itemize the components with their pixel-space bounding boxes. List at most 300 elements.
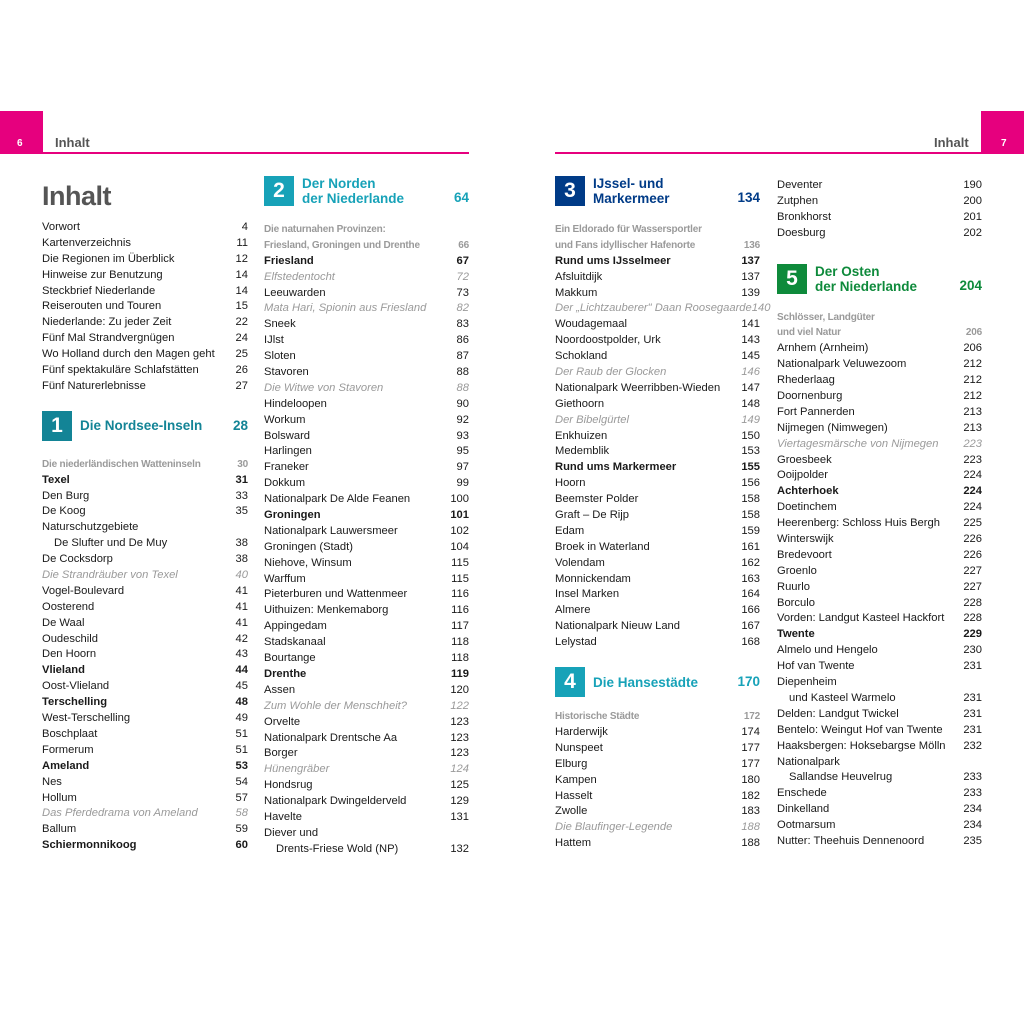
toc-entry[interactable] <box>555 476 760 492</box>
toc-entry-title: Nutter: Theehuis Dennenoord <box>777 834 925 847</box>
toc-entry[interactable] <box>42 775 248 791</box>
toc-entry[interactable] <box>42 457 248 473</box>
toc-entry[interactable] <box>777 532 982 548</box>
toc-entry-title: Afsluitdijk <box>555 270 603 283</box>
toc-entry[interactable] <box>264 778 469 794</box>
toc-entry[interactable] <box>264 540 469 556</box>
page-number-left: 6 <box>17 138 23 149</box>
toc-entry[interactable] <box>777 659 982 675</box>
toc-entry[interactable] <box>555 349 760 365</box>
toc-entry[interactable] <box>555 365 760 381</box>
toc-entry-title: Vogel-Boulevard <box>42 584 125 597</box>
toc-entry-page: 166 <box>741 604 760 617</box>
toc-entry-title: Groningen (Stadt) <box>264 540 353 553</box>
toc-entry-page: 223 <box>963 437 982 450</box>
toc-entry[interactable] <box>777 341 982 357</box>
toc-entry[interactable] <box>777 210 982 226</box>
toc-entry-page: 190 <box>963 179 982 191</box>
toc-entry-title: Fünf Mal Strandvergnügen <box>42 332 175 345</box>
toc-entry[interactable] <box>777 707 982 723</box>
toc-entry[interactable] <box>42 727 248 743</box>
toc-entry[interactable] <box>777 421 982 437</box>
toc-entry-title: Die Blaufinger-Legende <box>555 821 673 834</box>
toc-entry-title: Reiserouten und Touren <box>42 300 162 313</box>
toc-entry[interactable] <box>264 603 469 619</box>
toc-entry-title: Appingedam <box>264 620 327 633</box>
toc-entry-title: Hof van Twente <box>777 660 855 673</box>
toc-entry[interactable] <box>777 770 982 786</box>
toc-entry-title: Diepenheim <box>777 676 837 689</box>
toc-entry[interactable] <box>264 842 469 858</box>
toc-entry[interactable] <box>264 826 469 842</box>
toc-entry[interactable] <box>42 584 248 600</box>
toc-entry-page: 104 <box>450 540 469 553</box>
toc-entry[interactable] <box>264 317 469 333</box>
toc-entry-page: 45 <box>235 680 248 693</box>
toc-entry[interactable] <box>264 238 469 254</box>
toc-entry-title: Die niederländischen Watteninseln <box>42 458 201 470</box>
toc-entry-page: 101 <box>450 509 469 522</box>
toc-entry-title: Ooijpolder <box>777 469 828 482</box>
toc-entry[interactable] <box>264 301 469 317</box>
toc-entry[interactable] <box>42 473 248 489</box>
toc-entry-title: Rund ums Markermeer <box>555 461 677 474</box>
toc-entry-title: IJlst <box>264 334 284 347</box>
toc-entry-title: Warffum <box>264 572 306 585</box>
toc-entry[interactable] <box>264 587 469 603</box>
toc-entry-page: 162 <box>741 556 760 569</box>
toc-entry[interactable] <box>555 429 760 445</box>
toc-entry-page: 43 <box>235 648 248 661</box>
toc-entry-page: 60 <box>235 839 248 852</box>
toc-entry-title: Friesland <box>264 254 314 267</box>
toc-entry[interactable] <box>555 508 760 524</box>
toc-entry[interactable] <box>777 310 982 326</box>
toc-entry[interactable] <box>42 252 248 268</box>
toc-entry-page: 49 <box>235 712 248 725</box>
intro-list <box>42 220 248 395</box>
toc-entry-title: Schiermonnikoog <box>42 839 137 852</box>
toc-entry[interactable] <box>264 699 469 715</box>
chapter-2-entries <box>264 222 469 858</box>
toc-entry-page: 213 <box>963 405 982 418</box>
toc-entry[interactable] <box>777 325 982 341</box>
chapter-3-number: 3 <box>555 176 585 206</box>
toc-entry-title: Nationalpark Dwingelderveld <box>264 795 407 808</box>
toc-entry[interactable] <box>42 236 248 252</box>
toc-entry[interactable] <box>555 524 760 540</box>
chapter-4-header[interactable] <box>555 667 760 697</box>
toc-entry[interactable] <box>555 619 760 635</box>
toc-entry[interactable] <box>777 548 982 564</box>
toc-entry[interactable] <box>264 492 469 508</box>
chapter-4-page: 170 <box>737 674 760 690</box>
toc-entry-title: Heerenberg: Schloss Huis Bergh <box>777 517 940 530</box>
toc-entry[interactable] <box>777 389 982 405</box>
toc-entry[interactable] <box>42 552 248 568</box>
toc-entry-page: 228 <box>963 596 982 609</box>
toc-entry-page: 124 <box>450 763 469 776</box>
toc-entry[interactable] <box>264 365 469 381</box>
toc-entry[interactable] <box>777 834 982 850</box>
toc-entry-page: 118 <box>451 636 469 649</box>
toc-entry-page: 11 <box>236 236 248 249</box>
toc-entry[interactable] <box>555 317 760 333</box>
toc-entry-page: 72 <box>456 270 469 283</box>
toc-entry[interactable] <box>264 651 469 667</box>
toc-entry[interactable] <box>264 731 469 747</box>
toc-entry-page: 231 <box>963 723 982 736</box>
toc-entry-page: 27 <box>235 379 248 392</box>
toc-entry[interactable] <box>777 739 982 755</box>
toc-entry-page: 137 <box>741 254 760 267</box>
toc-entry-page: 99 <box>456 477 469 490</box>
toc-entry[interactable] <box>777 786 982 802</box>
toc-entry[interactable] <box>264 508 469 524</box>
toc-entry-title: Formerum <box>42 743 94 756</box>
toc-entry-page: 125 <box>450 779 469 792</box>
toc-entry-title: Uithuizen: Menkemaborg <box>264 604 389 617</box>
toc-entry-page: 136 <box>743 239 760 251</box>
toc-entry[interactable] <box>777 755 982 771</box>
toc-entry-title: und viel Natur <box>777 327 841 339</box>
toc-entry[interactable] <box>777 691 982 707</box>
toc-entry[interactable] <box>42 379 248 395</box>
toc-entry-page: 90 <box>456 397 469 410</box>
toc-entry[interactable] <box>777 405 982 421</box>
toc-entry[interactable] <box>777 564 982 580</box>
toc-entry-page: 67 <box>456 254 469 267</box>
toc-entry-title: Assen <box>264 683 296 696</box>
toc-entry-title: Nunspeet <box>555 741 603 754</box>
toc-entry[interactable] <box>264 476 469 492</box>
toc-entry-page: 51 <box>235 743 248 756</box>
chapter-2-title-line2: der Niederlande <box>302 191 405 206</box>
toc-entry[interactable] <box>777 675 982 691</box>
toc-entry[interactable] <box>42 806 248 822</box>
toc-entry-page: 161 <box>741 540 760 553</box>
toc-entry-title: Pieterburen und Wattenmeer <box>264 588 408 601</box>
toc-entry[interactable] <box>264 683 469 699</box>
chapter-4-title: Die Hansestädte <box>593 674 699 690</box>
toc-entry[interactable] <box>555 773 760 789</box>
toc-entry[interactable] <box>777 611 982 627</box>
toc-entry-title: Woudagemaal <box>555 318 627 331</box>
toc-entry[interactable] <box>42 743 248 759</box>
toc-entry[interactable] <box>264 715 469 731</box>
toc-entry-page: 41 <box>235 616 248 629</box>
toc-entry-page: 116 <box>451 604 469 617</box>
toc-entry[interactable] <box>264 794 469 810</box>
toc-entry[interactable] <box>264 667 469 683</box>
toc-entry[interactable] <box>42 632 248 648</box>
toc-entry-page: 212 <box>963 374 982 387</box>
toc-entry-page: 15 <box>235 300 248 313</box>
toc-entry-page: 120 <box>450 683 469 696</box>
toc-entry[interactable] <box>264 556 469 572</box>
chapter-5-title-line1: Der Osten <box>815 263 880 279</box>
toc-entry[interactable] <box>264 270 469 286</box>
toc-entry[interactable] <box>42 268 248 284</box>
toc-entry-page: 66 <box>458 239 469 251</box>
toc-entry-page: 73 <box>456 286 469 299</box>
toc-entry-title: Nationalpark <box>777 755 840 768</box>
toc-entry-page: 229 <box>963 628 982 641</box>
toc-entry-title: Winterswijk <box>777 533 834 546</box>
toc-entry[interactable] <box>555 820 760 836</box>
toc-entry[interactable] <box>42 616 248 632</box>
toc-entry[interactable] <box>555 540 760 556</box>
toc-entry[interactable] <box>42 822 248 838</box>
toc-entry[interactable] <box>264 746 469 762</box>
toc-entry-title: Hindeloopen <box>264 397 327 410</box>
toc-entry[interactable] <box>555 222 760 238</box>
chapter-5-page: 204 <box>959 277 982 293</box>
toc-entry-page: 131 <box>450 810 469 823</box>
header-rule-left <box>43 152 469 154</box>
toc-entry[interactable] <box>264 762 469 778</box>
toc-entry-page: 230 <box>963 644 982 657</box>
toc-entry-title: Achterhoek <box>777 485 839 498</box>
toc-title: Inhalt <box>42 181 111 211</box>
toc-entry-page: 132 <box>450 842 469 855</box>
toc-entry[interactable] <box>777 468 982 484</box>
toc-entry-page: 226 <box>963 533 982 546</box>
toc-entry[interactable] <box>777 178 982 194</box>
toc-entry-title: Borger <box>264 747 298 760</box>
chapter-2-header[interactable] <box>264 176 469 206</box>
toc-entry-title: Harlingen <box>264 445 312 458</box>
toc-entry-title: Die Witwe von Stavoren <box>264 381 384 394</box>
toc-entry-title: Elburg <box>555 757 588 770</box>
toc-entry-title: Harderwijk <box>555 725 608 738</box>
toc-entry-title: Medemblik <box>555 445 610 458</box>
toc-entry-page: 122 <box>450 699 469 712</box>
toc-entry[interactable] <box>264 397 469 413</box>
toc-entry-page: 148 <box>741 397 760 410</box>
toc-entry[interactable] <box>777 818 982 834</box>
toc-entry-page: 25 <box>235 348 248 361</box>
toc-entry[interactable] <box>264 810 469 826</box>
toc-entry-page: 33 <box>235 489 248 502</box>
toc-entry-title: Almere <box>555 604 591 617</box>
toc-entry[interactable] <box>264 333 469 349</box>
toc-entry[interactable] <box>264 460 469 476</box>
toc-entry[interactable] <box>264 413 469 429</box>
toc-entry[interactable] <box>555 397 760 413</box>
toc-entry[interactable] <box>555 333 760 349</box>
toc-entry[interactable] <box>42 568 248 584</box>
toc-entry[interactable] <box>264 635 469 651</box>
toc-entry[interactable] <box>555 789 760 805</box>
toc-entry[interactable] <box>42 600 248 616</box>
toc-entry[interactable] <box>42 284 248 300</box>
toc-entry-page: 206 <box>965 327 982 339</box>
toc-entry[interactable] <box>555 301 771 317</box>
toc-entry[interactable] <box>555 381 760 397</box>
toc-entry-page: 48 <box>235 696 248 709</box>
toc-entry[interactable] <box>42 520 248 536</box>
toc-entry[interactable] <box>777 516 982 532</box>
toc-column-4 <box>777 178 982 850</box>
toc-entry-page: 177 <box>741 757 760 770</box>
toc-entry-title: Almelo und Hengelo <box>777 644 878 657</box>
toc-entry-page: 51 <box>235 727 248 740</box>
toc-entry-title: Niederlande: Zu jeder Zeit <box>42 316 172 329</box>
toc-entry-page: 231 <box>963 691 982 704</box>
toc-entry[interactable] <box>555 635 760 651</box>
toc-entry[interactable] <box>264 524 469 540</box>
toc-entry[interactable] <box>777 373 982 389</box>
toc-entry-page: 174 <box>741 725 760 738</box>
toc-entry[interactable] <box>264 254 469 270</box>
toc-column-1 <box>42 178 248 854</box>
toc-entry-page: 164 <box>741 588 760 601</box>
toc-entry-title: Kampen <box>555 773 597 786</box>
toc-entry-title: Boschplaat <box>42 727 98 740</box>
toc-entry-title: Naturschutzgebiete <box>42 521 139 534</box>
toc-entry-page: 88 <box>456 381 469 394</box>
toc-entry-title: Hoorn <box>555 477 586 490</box>
toc-entry-page: 123 <box>450 747 469 760</box>
toc-entry[interactable] <box>555 492 760 508</box>
toc-entry[interactable] <box>555 413 760 429</box>
toc-entry-title: Giethoorn <box>555 397 605 410</box>
toc-entry[interactable] <box>264 619 469 635</box>
toc-entry-title: Viertagesmärsche von Nijmegen <box>777 437 939 450</box>
toc-entry[interactable] <box>777 627 982 643</box>
toc-entry[interactable] <box>42 679 248 695</box>
chapter-1-number: 1 <box>42 411 72 441</box>
toc-entry[interactable] <box>555 587 760 603</box>
toc-entry-title: Workum <box>264 413 306 426</box>
toc-entry[interactable] <box>264 286 469 302</box>
toc-entry[interactable] <box>777 226 982 242</box>
chapter-3-header[interactable] <box>555 176 760 206</box>
toc-entry[interactable] <box>42 791 248 807</box>
toc-entry-page: 41 <box>235 600 248 613</box>
toc-entry[interactable] <box>555 254 760 270</box>
toc-entry[interactable] <box>555 238 760 254</box>
toc-entry[interactable] <box>777 484 982 500</box>
toc-entry-page: 234 <box>963 803 982 816</box>
toc-entry-title: De Cocksdorp <box>42 553 113 566</box>
toc-entry-page: 227 <box>963 580 982 593</box>
chapter-5-header[interactable] <box>777 264 982 294</box>
toc-entry[interactable] <box>264 381 469 397</box>
toc-entry[interactable] <box>42 347 248 363</box>
toc-entry-title: Orvelte <box>264 715 301 728</box>
toc-entry[interactable] <box>555 603 760 619</box>
toc-entry[interactable] <box>264 222 469 238</box>
toc-entry[interactable] <box>555 270 760 286</box>
toc-entry-title: Hasselt <box>555 789 593 802</box>
toc-entry-page: 212 <box>963 358 982 371</box>
chapter-3-page: 134 <box>737 190 760 206</box>
toc-entry[interactable] <box>264 429 469 445</box>
toc-entry-page: 149 <box>741 413 760 426</box>
toc-entry[interactable] <box>264 444 469 460</box>
toc-entry[interactable] <box>42 838 248 854</box>
toc-entry[interactable] <box>555 444 760 460</box>
toc-entry[interactable] <box>777 723 982 739</box>
chapter-1-title: Die Nordsee-Inseln <box>80 418 203 434</box>
toc-entry[interactable] <box>555 836 760 852</box>
toc-entry[interactable] <box>777 580 982 596</box>
toc-entry[interactable] <box>42 663 248 679</box>
toc-entry[interactable] <box>555 757 760 773</box>
toc-entry-title: Nationalpark Nieuw Land <box>555 620 681 633</box>
toc-entry[interactable] <box>42 489 248 505</box>
toc-entry-title: Volendam <box>555 556 605 569</box>
toc-entry[interactable] <box>555 709 760 725</box>
toc-entry[interactable] <box>777 357 982 373</box>
toc-entry[interactable] <box>555 556 760 572</box>
toc-entry[interactable] <box>555 804 760 820</box>
toc-entry-page: 115 <box>451 556 469 569</box>
toc-entry[interactable] <box>264 349 469 365</box>
toc-entry[interactable] <box>42 331 248 347</box>
toc-entry[interactable] <box>777 802 982 818</box>
toc-entry-page: 224 <box>963 469 982 482</box>
toc-entry[interactable] <box>42 220 248 236</box>
toc-entry-title: Bentelo: Weingut Hof van Twente <box>777 723 943 736</box>
toc-entry[interactable] <box>42 695 248 711</box>
toc-entry-page: 38 <box>235 537 248 550</box>
toc-entry[interactable] <box>555 725 760 741</box>
toc-entry-title: Bronkhorst <box>777 210 832 223</box>
toc-entry-title: Groesbeek <box>777 453 832 466</box>
toc-entry[interactable] <box>42 299 248 315</box>
toc-entry[interactable] <box>555 460 760 476</box>
toc-entry-page: 158 <box>741 493 760 506</box>
toc-entry-page: 115 <box>451 572 469 585</box>
toc-entry[interactable] <box>42 759 248 775</box>
toc-entry-page: 44 <box>235 664 248 677</box>
toc-entry-page: 150 <box>741 429 760 442</box>
toc-entry[interactable] <box>42 647 248 663</box>
toc-entry-page: 141 <box>741 318 760 331</box>
toc-entry[interactable] <box>42 315 248 331</box>
toc-entry[interactable] <box>264 572 469 588</box>
running-title-right: Inhalt <box>934 135 969 150</box>
toc-entry-page: 100 <box>450 493 469 506</box>
toc-entry-page: 58 <box>235 807 248 820</box>
toc-entry[interactable] <box>555 741 760 757</box>
toc-entry-title: Dinkelland <box>777 803 830 816</box>
chapter-2-title-line1: Der Norden <box>302 176 376 191</box>
toc-entry-page: 206 <box>963 342 982 355</box>
toc-entry[interactable] <box>42 711 248 727</box>
chapter-1-header[interactable] <box>42 411 248 441</box>
toc-entry[interactable] <box>555 572 760 588</box>
toc-entry[interactable] <box>777 500 982 516</box>
toc-entry[interactable] <box>42 363 248 379</box>
toc-entry[interactable] <box>777 596 982 612</box>
running-title-left: Inhalt <box>55 135 90 150</box>
toc-entry-page: 123 <box>450 731 469 744</box>
toc-entry[interactable] <box>42 504 248 520</box>
toc-entry-page: 233 <box>963 771 982 784</box>
toc-entry-title: Fünf spektakuläre Schlafstätten <box>42 364 199 377</box>
toc-entry[interactable] <box>555 286 760 302</box>
toc-entry[interactable] <box>777 194 982 210</box>
toc-entry[interactable] <box>777 453 982 469</box>
toc-entry-title: Hinweise zur Benutzung <box>42 268 163 281</box>
toc-entry[interactable] <box>777 643 982 659</box>
toc-entry[interactable] <box>777 437 982 453</box>
toc-entry[interactable] <box>42 536 248 552</box>
